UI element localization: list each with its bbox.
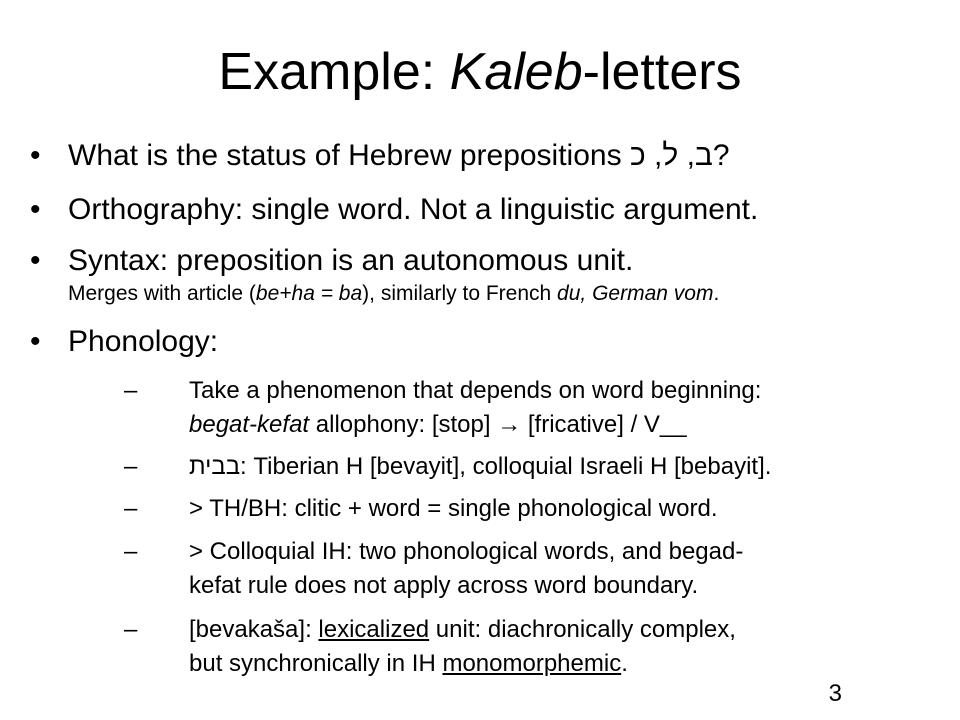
- title-italic: Kaleb: [449, 43, 583, 101]
- bullet-hebrew-prepositions: • What is the status of Hebrew prepositions ב, ל, כ?: [30, 139, 730, 172]
- page-number: 3: [828, 680, 842, 707]
- bullet-orthography: • Orthography: single word. Not a linguistic argument.: [30, 193, 759, 226]
- syntax-note: Merges with article (be+ha = ba), similarly to French du, German vom.: [68, 282, 720, 305]
- slide-title: Example: Kaleb-letters: [218, 43, 742, 101]
- slide: Example: Kaleb-letters • What is the status of Hebrew prepositions ב, ל, כ? • Orthography: single word. Not a linguistic argument. • Syntax: preposition is an autonomous unit. Merges with article (be+ha = ba), similarly to French du, German vom. • Phonology: – Take a phenomenon that depends on word beginning: begat-kefat allophony: [stop] → [fricative] / V__ – בבית: Tiberian H [bevayit], colloquial Israeli H [bebayit]. – > TH/BH: clitic + word = single phonological word. – > Colloquial IH: two phonological words, and begad- kefat rule does not apply across word boundary. – [bevakaša]: lexicalized unit: diachronically complex, but synchronically in IH monomorphemic. 3: [0, 0, 960, 720]
- bullet-phonology: • Phonology:: [30, 325, 219, 358]
- hebrew-prepositions: ב, ל, כ: [629, 139, 713, 172]
- hebrew-word: בבית: [189, 453, 241, 480]
- bullet-syntax: • Syntax: preposition is an autonomous unit.: [30, 244, 634, 277]
